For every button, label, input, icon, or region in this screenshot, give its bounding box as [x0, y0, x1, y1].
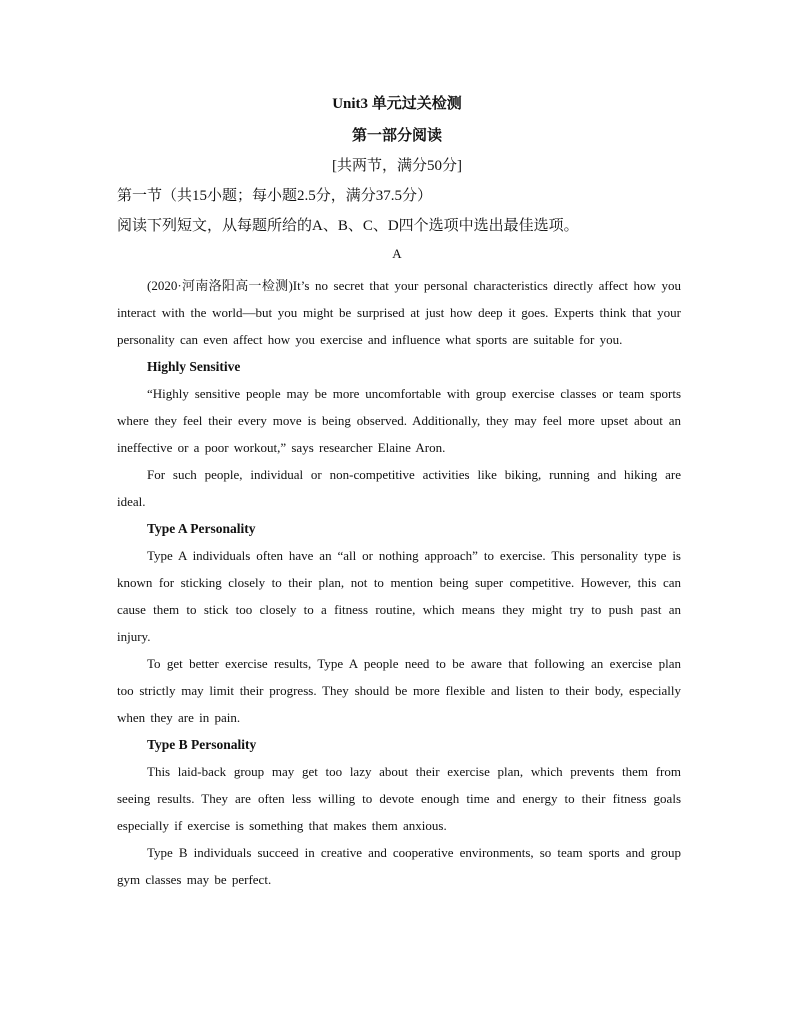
section-heading-type-b: Type B Personality [147, 737, 257, 752]
section-heading-type-a: Type A Personality [147, 521, 256, 536]
passage-body [117, 272, 681, 893]
paragraph: “Highly sensitive people may be more uncomfortable with group exercise classes or team sports where they feel their every move is being observed. Additionally, they may feel more upset about an ineffective or a poor workout,” says researcher Elaine Aron. [117, 386, 681, 455]
section-heading: 第一节（共15小题；每小题2.5分，满分37.5分） [117, 188, 433, 204]
passage-intro: (2020·河南洛阳高一检测)It’s no secret that your personal characteristics directly affect how you interact with the world—but you might be surprised at just how deep it goes. Experts think that your personality can even affect how you exercise and influence what sports are suitable for you. [117, 278, 681, 347]
score-note: [共两节，满分50分] [332, 158, 462, 174]
page-title: Unit3 单元过关检测 [332, 96, 462, 112]
paragraph: Type A individuals often have an “all or nothing approach” to exercise. This personality type is known for sticking closely to their plan, not to mention being super competitive. However, this can cause them to stick too closely to a fitness routine, which means they might try to push past an injury. [117, 548, 681, 644]
part-title: 第一部分阅读 [351, 128, 442, 144]
paragraph: Type B individuals succeed in creative and cooperative environments, so team sports and group gym classes may be perfect. [117, 845, 681, 887]
paragraph: For such people, individual or non-competitive activities like biking, running and hiking are ideal. [117, 467, 681, 509]
paragraph: This laid-back group may get too lazy about their exercise plan, which prevents them from seeing results. They are often less willing to devote enough time and energy to their fitness goals especially if exercise is something that makes them anxious. [117, 764, 681, 833]
section-heading-highly-sensitive: Highly Sensitive [147, 359, 241, 374]
passage-letter: A [392, 246, 402, 261]
paragraph: To get better exercise results, Type A people need to be aware that following an exercise plan too strictly may limit their progress. They should be more flexible and listen to their body, especially when they are in pain. [117, 656, 681, 725]
section-instructions: 阅读下列短文，从每题所给的A、B、C、D四个选项中选出最佳选项。 [117, 218, 579, 234]
